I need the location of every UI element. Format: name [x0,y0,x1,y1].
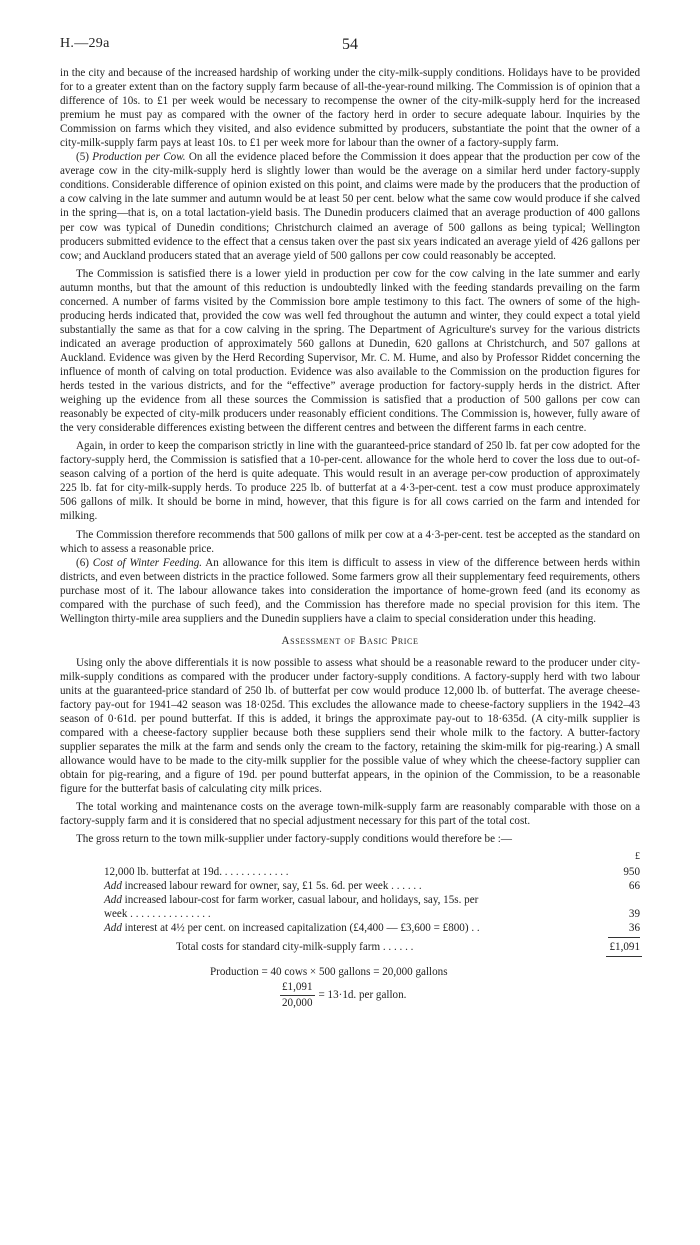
cost-amount: 39 [628,907,640,920]
cost-label-add: Add [104,879,122,892]
report-reference: H.—29a [60,36,110,51]
cost-amount: 36 [628,921,640,934]
paragraph-gross-return: The gross return to the town milk-supplier under factory-supply conditions would therefore be :— [76,833,512,846]
price-per-gallon [210,980,640,1011]
total-label: Total costs for standard city-milk-supply farm . . . . . . [176,940,414,953]
section-number: (6) [76,556,89,569]
paragraph-production-per-cow [60,150,640,262]
document-body [60,66,640,1011]
paragraph-winter-feeding [60,556,640,626]
paragraph-labour: in the city and because of the increased hardship of working under the city-milk-supply conditions. Holidays have to be provided for to a greater extent than on the factory supply farm because of all-the-year-round milking. The Commission is of opinion that a difference of 10s. to £1 per week would be necessary to recompense the owner of the city-milk-supply herd for the increased premium he must pay as compared with the owner of the factory herd in order to secure adequate labour. Inquiries by the Commission on farms which they visited, and also evidence submitted by producers, substantiate the point that the owner of a city-milk-supply farm pays at least 10s. to £1 per week more for labour than the owner of a factory-supply farm. [60,67,640,150]
paragraph-basic-price: Using only the above differentials it is now possible to assess what should be a reasonable reward to the producer under city-milk-supply conditions as compared with the producer under factory-supply conditions. A factory-supply herd with two labour units at the guaranteed-price standard of 250 lb. of butterfat per cow would produce 12,000 lb. of butterfat. The average cheese-factory pay-out for 1941–42 season was 18·025d. This excludes the allowance made to cheese-factory suppliers in the 1942–43 season of 0·61d. per pound butterfat. If this is added, it brings the approximate pay-out to 18·635d. (A city-milk supplier is compared with a cheese-factory supplier because both these suppliers send their whole milk to the factory. A butter-factory supplier separates the milk at the farm and sends only the cream to the factory, retaining the skim-milk for pig-rearing.) A small allowance would have to be made to the city-milk supplier for the possible value of whey which the cheese-factory supplier can obtain for pig-rearing, and a figure of 19d. per pound butterfat appears, in the opinion of the Commission, to be a reasonable figure for the butterfat basis of calculating city milk prices. [60,656,640,796]
section-number: (5) [76,151,89,164]
cost-row [60,865,640,879]
page-number: 54 [342,36,358,53]
page-header [60,28,640,52]
cost-table [60,850,640,956]
paragraph-recommendation: The Commission therefore recommends that 500 gallons of milk per cow at a 4·3-per-cent. test be accepted as the standard on which to assess a reasonable price. [60,528,640,555]
cost-row [60,893,640,907]
cost-label-add: Add [104,893,122,906]
currency-symbol: £ [635,851,640,863]
total-amount: £1,091 [609,940,640,953]
production-line: Production = 40 cows × 500 gallons = 20,000 gallons [210,965,448,978]
paragraph-comparison: Again, in order to keep the comparison strictly in line with the guaranteed-price standard of 250 lb. fat per cow adopted for the factory-supply herd, the Commission is satisfied that a 10-per-cent. allowance for the whole herd to cover the loss due to out-of-season calving of a portion of the herd is quite adequate. This would result in an average per-cow production of approximately 225 lb. fat for city-milk-supply herds. To produce 225 lb. of butterfat at a 4·3-per-cent. test a cow must produce approximately 506 gallons of milk. It should be borne in mind, however, that this figure is for all cows carried on the farm and intended for milking. [60,440,640,523]
section-title: Cost of Winter Feeding. [92,556,203,569]
cost-label: increased labour-cost for farm worker, casual labour, and holidays, say, 15s. per [121,893,479,906]
cost-label-continued: week . . . . . . . . . . . . . . . [104,907,211,920]
section-text: An allowance for this item is difficult to assess in view of the difference between herds within districts, and even between districts in the practice followed. Some farmers grow all their supplementary feed requirements, others purchase most of it. The labour allowance takes into consideration the importance of home-grown feed (and its economy as compared with the purchase of such feed), and the Commission has therefore made no special provision for this item. The Wellington thirty-mile area suppliers and the Dunedin suppliers have a claim to special consideration under this heading. [60,556,640,625]
total-row [60,940,640,954]
total-rule [606,956,642,957]
cost-row [60,921,640,935]
paragraph-lower-yield: The Commission is satisfied there is a lower yield in production per cow for the cow calving in the late summer and early autumn months, but that the amount of this reduction is undoubtedly linked with the feeding standards prevailing on the farm concerned. A number of farms visited by the Commission bore ample testimony to this fact. The owners of some of the high-producing herds indicated that, provided the cow was well fed throughout the autumn and winter, they could expect a total yield substantially the same as that for a cow calving in the spring. The Department of Agriculture's survey for the various districts indicated an average production of approximately 560 gallons at Dunedin, 620 gallons at Christchurch, and 507 gallons at Auckland. Evidence was given by the Herd Recording Supervisor, Mr. C. M. Hume, and also by Professor Riddet concerning the influence of month of calving on total production. Evidence was also available to the Commission on the production figures for herds tested in the various districts, and for the “effective” average production for factory-supply herds in the district. After weighing up the evidence from all these sources the Commission is satisfied that a production of 500 gallons per cow can reasonably be expected of city-milk producers under reasonably efficient conditions. The Commission is, however, fully aware of the very considerable differences existing between the different centres and between the different farms in each centre. [60,267,640,435]
paragraph-working-costs: The total working and maintenance costs on the average town-milk-supply farm are reasonably comparable with those on a factory-supply farm and it is considered that no special adjustment necessary for this part of the total cost. [60,801,640,828]
cost-label: increased labour reward for owner, say, £1 5s. 6d. per week . . . . . . [121,879,422,892]
cost-amount: 950 [623,865,640,878]
section-text: On all the evidence placed before the Commission it does appear that the production per cow of the average cow in the city-milk-supply herd is slightly lower than would be the average on a similar herd under factory-supply conditions. Considerable difference of opinion existed on this point, and claims were made by the producers that the production of a cow calving in the late summer and autumn would be at least 50 per cent. below what the same cow would produce if she calved in the spring—that is, on a total lactation-yield basis. The Dunedin producers claimed that an average production of 400 gallons per cow was typical of Dunedin conditions; Christchurch claimed an average of 500 gallons as being typical; Wellington producers submitted evidence to the effect that a census taken over the past six years indicated an average yield of 426 gallons per cow; and Auckland producers stated that an average yield of 500 gallons per cow could reasonably be accepted. [60,151,640,262]
fraction [280,980,315,1011]
currency-row [60,850,640,864]
sum-rule [608,937,640,938]
calculation [60,965,640,1011]
cost-amount: 66 [628,879,640,892]
cost-label: interest at 4½ per cent. on increased capitalization (£4,400 — £3,600 = £800) . . [121,921,480,934]
price-result: = 13·1d. per gallon. [318,988,407,1001]
cost-label: 12,000 lb. butterfat at 19d. . . . . . . . . . . . . [104,865,289,878]
cost-row [60,879,640,893]
cost-row-continued [60,907,640,921]
section-title: Production per Cow. [92,151,186,164]
fraction-numerator: £1,091 [280,980,315,996]
section-heading: Assessment of Basic Price [281,634,419,647]
fraction-denominator: 20,000 [282,996,313,1009]
cost-label-add: Add [104,921,122,934]
